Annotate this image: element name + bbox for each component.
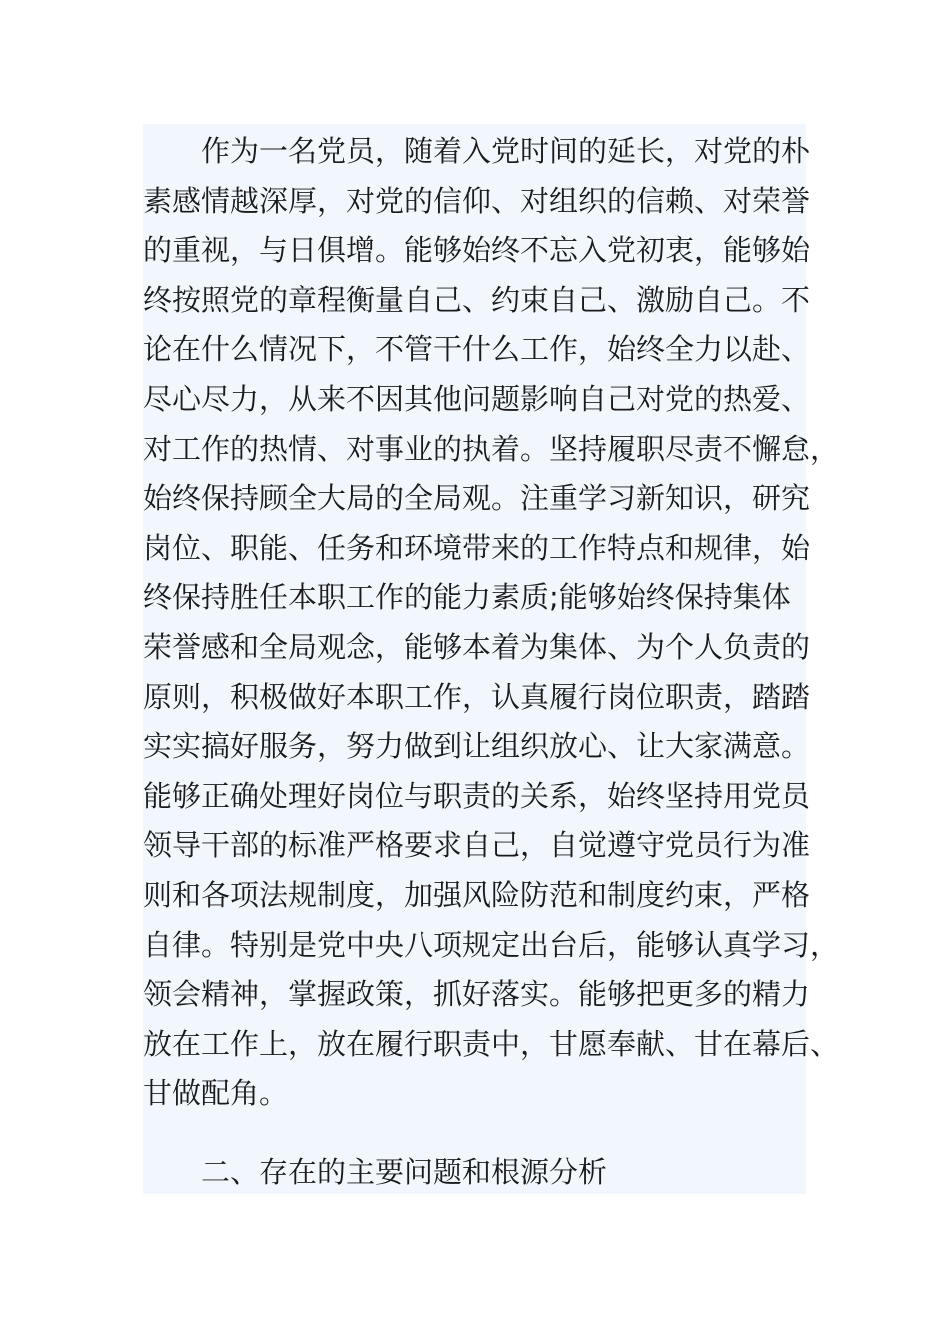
paragraph-line: 甘做配角。 [143,1076,289,1111]
paragraph-line: 放在工作上，放在履行职责中，甘愿奉献、甘在幕后、 [143,1026,840,1061]
body-paragraph [143,127,863,1119]
paragraph-line: 始终保持顾全大局的全局观。注重学习新知识，研究 [143,481,811,516]
paragraph-line: 领导干部的标准严格要求自己，自觉遵守党员行为准 [143,828,811,863]
paragraph-line: 终保持胜任本职工作的能力素质;能够始终保持集体 [143,580,791,615]
paragraph-line: 实实搞好服务，努力做到让组织放心、让大家满意。 [143,729,811,764]
paragraph-line: 能够正确处理好岗位与职责的关系，始终坚持用党员 [143,778,811,813]
paragraph-line: 素感情越深厚，对党的信仰、对组织的信赖、对荣誉 [143,183,811,218]
paragraph-line: 则和各项法规制度，加强风险防范和制度约束，严格 [143,877,811,912]
paragraph-line: 终按照党的章程衡量自己、约束自己、激励自己。不 [143,282,811,317]
paragraph-line: 领会精神，掌握政策，抓好落实。能够把更多的精力 [143,977,811,1012]
paragraph-line: 自律。特别是党中央八项规定出台后，能够认真学习， [143,927,840,962]
paragraph-line: 的重视，与日俱增。能够始终不忘入党初衷，能够始 [143,233,811,268]
paragraph-line: 对工作的热情、对事业的执着。坚持履职尽责不懈怠， [143,431,840,466]
paragraph-line: 原则，积极做好本职工作，认真履行岗位职责，踏踏 [143,679,811,714]
paragraph-line: 荣誉感和全局观念，能够本着为集体、为个人负责的 [143,629,811,664]
paragraph-line: 尽心尽力，从来不因其他问题影响自己对党的热爱、 [143,381,811,416]
paragraph-line: 作为一名党员，随着入党时间的延长，对党的朴 [201,134,811,168]
paragraph-line: 论在什么情况下，不管干什么工作，始终全力以赴、 [143,332,811,367]
paragraph-line: 岗位、职能、任务和环境带来的工作特点和规律，始 [143,530,811,565]
section-heading: 二、存在的主要问题和根源分析 [201,1155,608,1189]
